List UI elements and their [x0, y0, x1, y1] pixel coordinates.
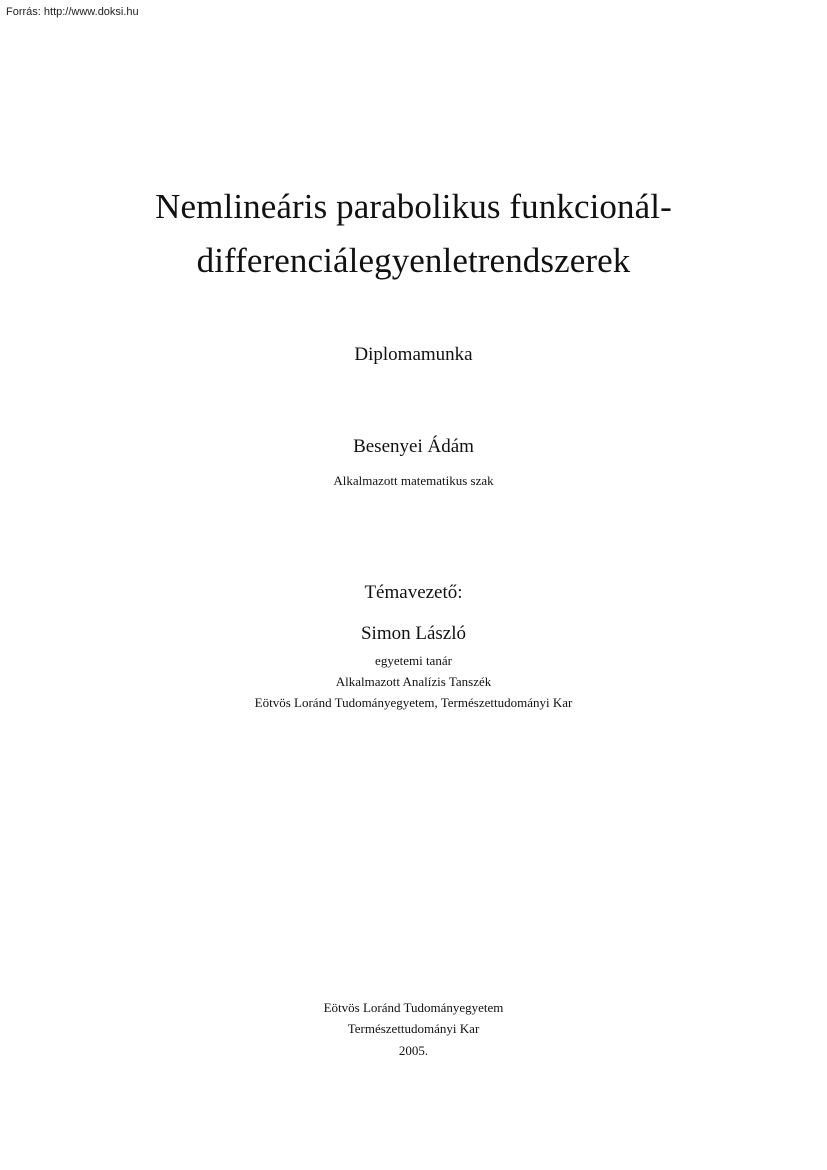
source-note: Forrás: http://www.doksi.hu [6, 6, 139, 18]
document-type: Diplomamunka [354, 344, 473, 365]
advisor-position: egyetemi tanár [375, 653, 452, 668]
advisor-department: Alkalmazott Analízis Tanszék [335, 674, 492, 689]
footer-university: Eötvös Loránd Tudományegyetem [323, 1000, 504, 1015]
author-major: Alkalmazott matematikus szak [333, 473, 494, 488]
thesis-title-line-1: Nemlineáris parabolikus funkcionál- [155, 187, 672, 226]
advisor-label: Témavezető: [364, 582, 463, 603]
advisor-name: Simon László [360, 623, 467, 644]
footer-faculty: Természettudományi Kar [347, 1021, 480, 1036]
thesis-title-line-2: differenciálegyenletrendszerek [196, 241, 631, 280]
footer-year: 2005. [398, 1043, 429, 1058]
advisor-institution: Eötvös Loránd Tudományegyetem, Természettudományi Kar [254, 695, 573, 710]
author-name: Besenyei Ádám [353, 436, 474, 457]
